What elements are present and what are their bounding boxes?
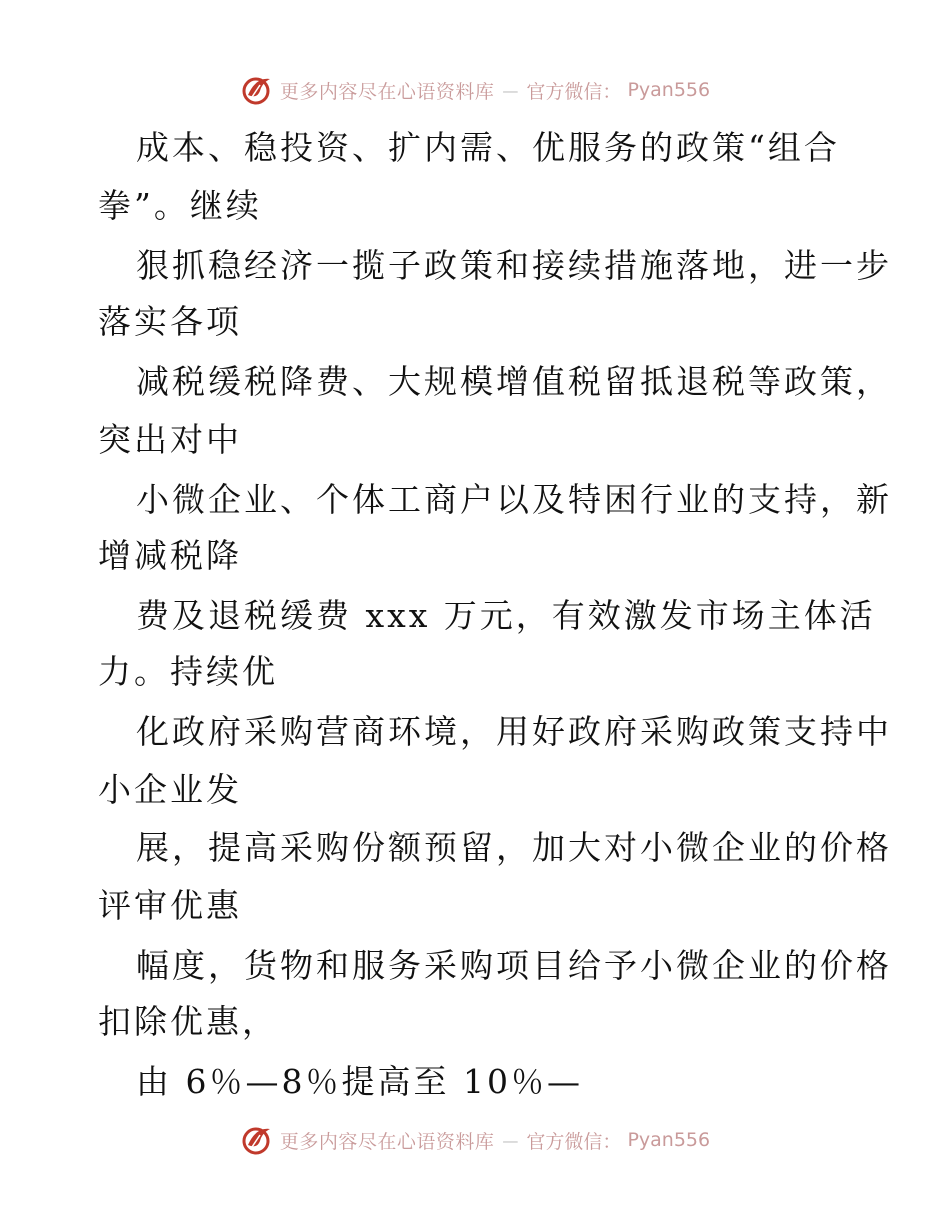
banner-main-text: 更多内容尽在心语资料库 bbox=[279, 1130, 495, 1153]
red-leaf-swirl-icon bbox=[240, 73, 274, 107]
banner-dash: — bbox=[502, 1130, 519, 1150]
text-line: 成本、稳投资、扩内需、优服务的政策“组合 bbox=[136, 128, 840, 167]
banner-subtext: 官方微信： bbox=[526, 1130, 622, 1153]
text-line: 减税缓税降费、大规模增值税留抵退税等政策， bbox=[136, 362, 892, 401]
banner-subtext: 官方微信： bbox=[526, 80, 622, 103]
footer-banner bbox=[0, 1122, 950, 1158]
text-line: 费及退税缓费 xxx 万元，有效激发市场主体活 bbox=[136, 596, 876, 635]
text-line: 小微企业、个体工商户以及特困行业的支持，新 bbox=[136, 480, 892, 519]
text-line: 展，提高采购份额预留，加大对小微企业的价格 bbox=[136, 828, 892, 867]
text-line: 小企业发 bbox=[98, 770, 242, 809]
text-line: 扣除优惠， bbox=[98, 1002, 278, 1041]
document-body bbox=[0, 120, 950, 1120]
text-line: 增减税降 bbox=[98, 536, 242, 575]
text-line: 力。持续优 bbox=[98, 652, 278, 691]
banner-main-text: 更多内容尽在心语资料库 bbox=[279, 80, 495, 103]
header-banner bbox=[0, 72, 950, 108]
banner-handle: Pyan556 bbox=[627, 1129, 711, 1151]
text-line: 化政府采购营商环境，用好政府采购政策支持中 bbox=[136, 712, 892, 751]
text-line: 狠抓稳经济一揽子政策和接续措施落地，进一步 bbox=[136, 246, 892, 285]
text-line: 落实各项 bbox=[98, 302, 242, 341]
text-line: 幅度，货物和服务采购项目给予小微企业的价格 bbox=[136, 946, 892, 985]
text-line: 突出对中 bbox=[98, 420, 242, 459]
text-line: 评审优惠 bbox=[98, 886, 242, 925]
text-line: 拳”。继续 bbox=[98, 186, 262, 225]
banner-dash: — bbox=[502, 80, 519, 100]
banner-handle: Pyan556 bbox=[627, 79, 711, 101]
red-leaf-swirl-icon bbox=[240, 1123, 274, 1157]
text-line: 由 6％—8％提高至 10％— bbox=[136, 1062, 583, 1101]
